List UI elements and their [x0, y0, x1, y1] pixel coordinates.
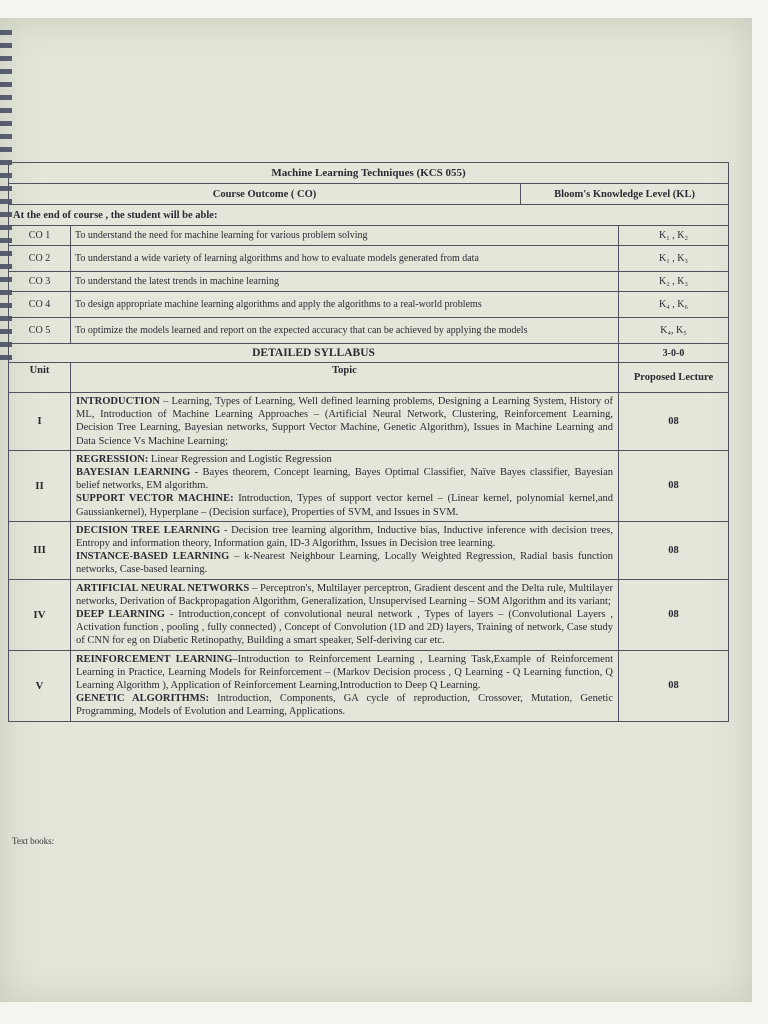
- co-code: CO 2: [9, 246, 71, 272]
- unit-topics: [71, 393, 619, 451]
- unit-row: [9, 650, 729, 721]
- topic-heading: REINFORCEMENT LEARNING: [76, 653, 233, 665]
- unit-topics: [71, 650, 619, 721]
- unit-row: [9, 521, 729, 579]
- topic-block: [76, 653, 613, 693]
- unit-lectures: 08: [619, 579, 729, 650]
- topic-body: – Learning, Types of Learning, Well defined learning problems, Designing a Learning System, History of ML, Introduction of Machine Learning Approaches – (Artificial Neural Network, Clustering, Reinforcement Learning, Decision Tree Learning, Bayesian networks, Support Vector Machine, Genetic Algorithm), Issues in Machine Learning and Data Science Vs Machine Learning;: [76, 396, 613, 447]
- topic-body: –Introduction to Reinforcement Learning , Learning Task,Example of Reinforcement Learning in Practice, Learning Models for Reinforcement – (Markov Decision process , Q Learning - Q Learning function, Q Learning Algorithm ), Application of Reinforcement Learning,Introduction to Deep Q Learning.: [76, 653, 613, 692]
- topic-body: – k-Nearest Neighbour Learning, Locally Weighted Regression, Radial basis function networks, Case-based learning.: [76, 551, 614, 576]
- unit-row: [9, 579, 729, 650]
- topic-body: Introduction, Components, GA cycle of reproduction, Crossover, Mutation, Genetic Programming, Models of Evolution and Learning, Applications.: [76, 693, 613, 718]
- topic-body: - Decision tree learning algorithm, Inductive bias, Inductive inference with decision trees, Entropy and information theory, Information gain, ID-3 Algorithm, Issues in Decision tree learning.: [76, 524, 613, 550]
- topic-heading: DEEP LEARNING: [76, 609, 165, 621]
- unit-number: II: [9, 450, 71, 521]
- topic-heading: SUPPORT VECTOR MACHINE:: [76, 493, 234, 505]
- co-header: Course Outcome ( CO): [9, 184, 521, 205]
- topic-heading: INTRODUCTION: [76, 396, 161, 407]
- col-topic: Topic: [71, 363, 619, 393]
- unit-number: IV: [9, 579, 71, 650]
- topic-body: – Perceptron's, Multilayer perceptron, Gradient descent and the Delta rule, Multilayer networks, Derivation of Backpropagation Algorithm, Generalization, Unsupervised Learning – SOM Algorithm and its variant;: [76, 582, 614, 607]
- topic-heading: INSTANCE-BASED LEARNING: [76, 551, 230, 563]
- unit-topics: [71, 450, 619, 521]
- topic-block: [76, 608, 613, 648]
- topic-heading: REGRESSION:: [76, 453, 149, 465]
- topic-body: - Introduction,concept of convolutional neural network , Types of layers – (Convolutional Layers , Activation function , pooling , fully connected) , Concept of Convolution (1D and 2D) layers, Training of network, Case study of CNN for eg on Diabetic Retinopathy, Building a smart speaker, Self-deriving car etc.: [76, 609, 613, 647]
- syllabus-title: DETAILED SYLLABUS: [9, 344, 619, 363]
- unit-number: I: [9, 393, 71, 451]
- topic-block: [76, 582, 613, 608]
- co-row: [9, 272, 729, 292]
- co-row: [9, 226, 729, 246]
- co-description: To understand the need for machine learning for various problem solving: [71, 226, 619, 246]
- topic-body: - Bayes theorem, Concept learning, Bayes Optimal Classifier, Naïve Bayes classifier, Bayesian belief networks, EM algorithm.: [76, 467, 613, 492]
- topic-block: [76, 492, 613, 518]
- topic-heading: DECISION TREE LEARNING: [76, 524, 221, 536]
- syllabus-document: [8, 162, 728, 722]
- co-row: [9, 246, 729, 272]
- co-code: CO 4: [9, 292, 71, 318]
- unit-topics: [71, 521, 619, 579]
- co-knowledge-level: K₂ , K₃: [619, 272, 729, 292]
- col-lecture: Proposed Lecture: [619, 363, 729, 393]
- topic-block: [76, 466, 613, 492]
- unit-number: V: [9, 650, 71, 721]
- co-code: CO 3: [9, 272, 71, 292]
- topic-block: [76, 524, 613, 550]
- co-description: To understand a wide variety of learning algorithms and how to evaluate models generated from data: [71, 246, 619, 272]
- topic-heading: ARTIFICIAL NEURAL NETWORKS: [76, 582, 250, 594]
- co-code: CO 5: [9, 318, 71, 344]
- footer-fragment: Text books:: [12, 836, 55, 846]
- topic-block: [76, 550, 613, 576]
- unit-lectures: 08: [619, 521, 729, 579]
- course-title: Machine Learning Techniques (KCS 055): [9, 163, 729, 184]
- unit-row: [9, 393, 729, 451]
- co-rows: [8, 225, 729, 344]
- co-row: [9, 292, 729, 318]
- unit-number: III: [9, 521, 71, 579]
- topic-block: [76, 453, 613, 466]
- co-knowledge-level: K₄ , K₆: [619, 292, 729, 318]
- co-knowledge-level: K₄, K₅: [619, 318, 729, 344]
- unit-row: [9, 450, 729, 521]
- co-description: To optimize the models learned and report on the expected accuracy that can be achieved by applying the models: [71, 318, 619, 344]
- syllabus-table: [8, 343, 729, 722]
- co-knowledge-level: K₁ , K₃: [619, 246, 729, 272]
- topic-body: Introduction, Types of support vector kernel – (Linear kernel, polynomial kernel,and Gaussiankernel), Hyperplane – (Decision surface), Properties of SVM, and Issues in SVM.: [76, 493, 613, 518]
- kl-header: Bloom's Knowledge Level (KL): [521, 184, 729, 205]
- unit-lectures: 08: [619, 650, 729, 721]
- course-outcome-table: [8, 162, 729, 226]
- co-description: To understand the latest trends in machine learning: [71, 272, 619, 292]
- topic-heading: GENETIC ALGORITHMS:: [76, 693, 210, 705]
- co-description: To design appropriate machine learning algorithms and apply the algorithms to a real-world problems: [71, 292, 619, 318]
- unit-topics: [71, 579, 619, 650]
- co-code: CO 1: [9, 226, 71, 246]
- co-row: [9, 318, 729, 344]
- col-unit: Unit: [9, 363, 71, 393]
- ltp-value: 3-0-0: [619, 344, 729, 363]
- unit-lectures: 08: [619, 450, 729, 521]
- topic-heading: BAYESIAN LEARNING: [76, 467, 191, 479]
- topic-block: [76, 692, 613, 718]
- co-knowledge-level: K₁ , K₂: [619, 226, 729, 246]
- topic-block: [76, 395, 613, 448]
- unit-lectures: 08: [619, 393, 729, 451]
- topic-body: Linear Regression and Logistic Regression: [148, 453, 332, 465]
- intro-line: At the end of course , the student will be able:: [9, 205, 729, 226]
